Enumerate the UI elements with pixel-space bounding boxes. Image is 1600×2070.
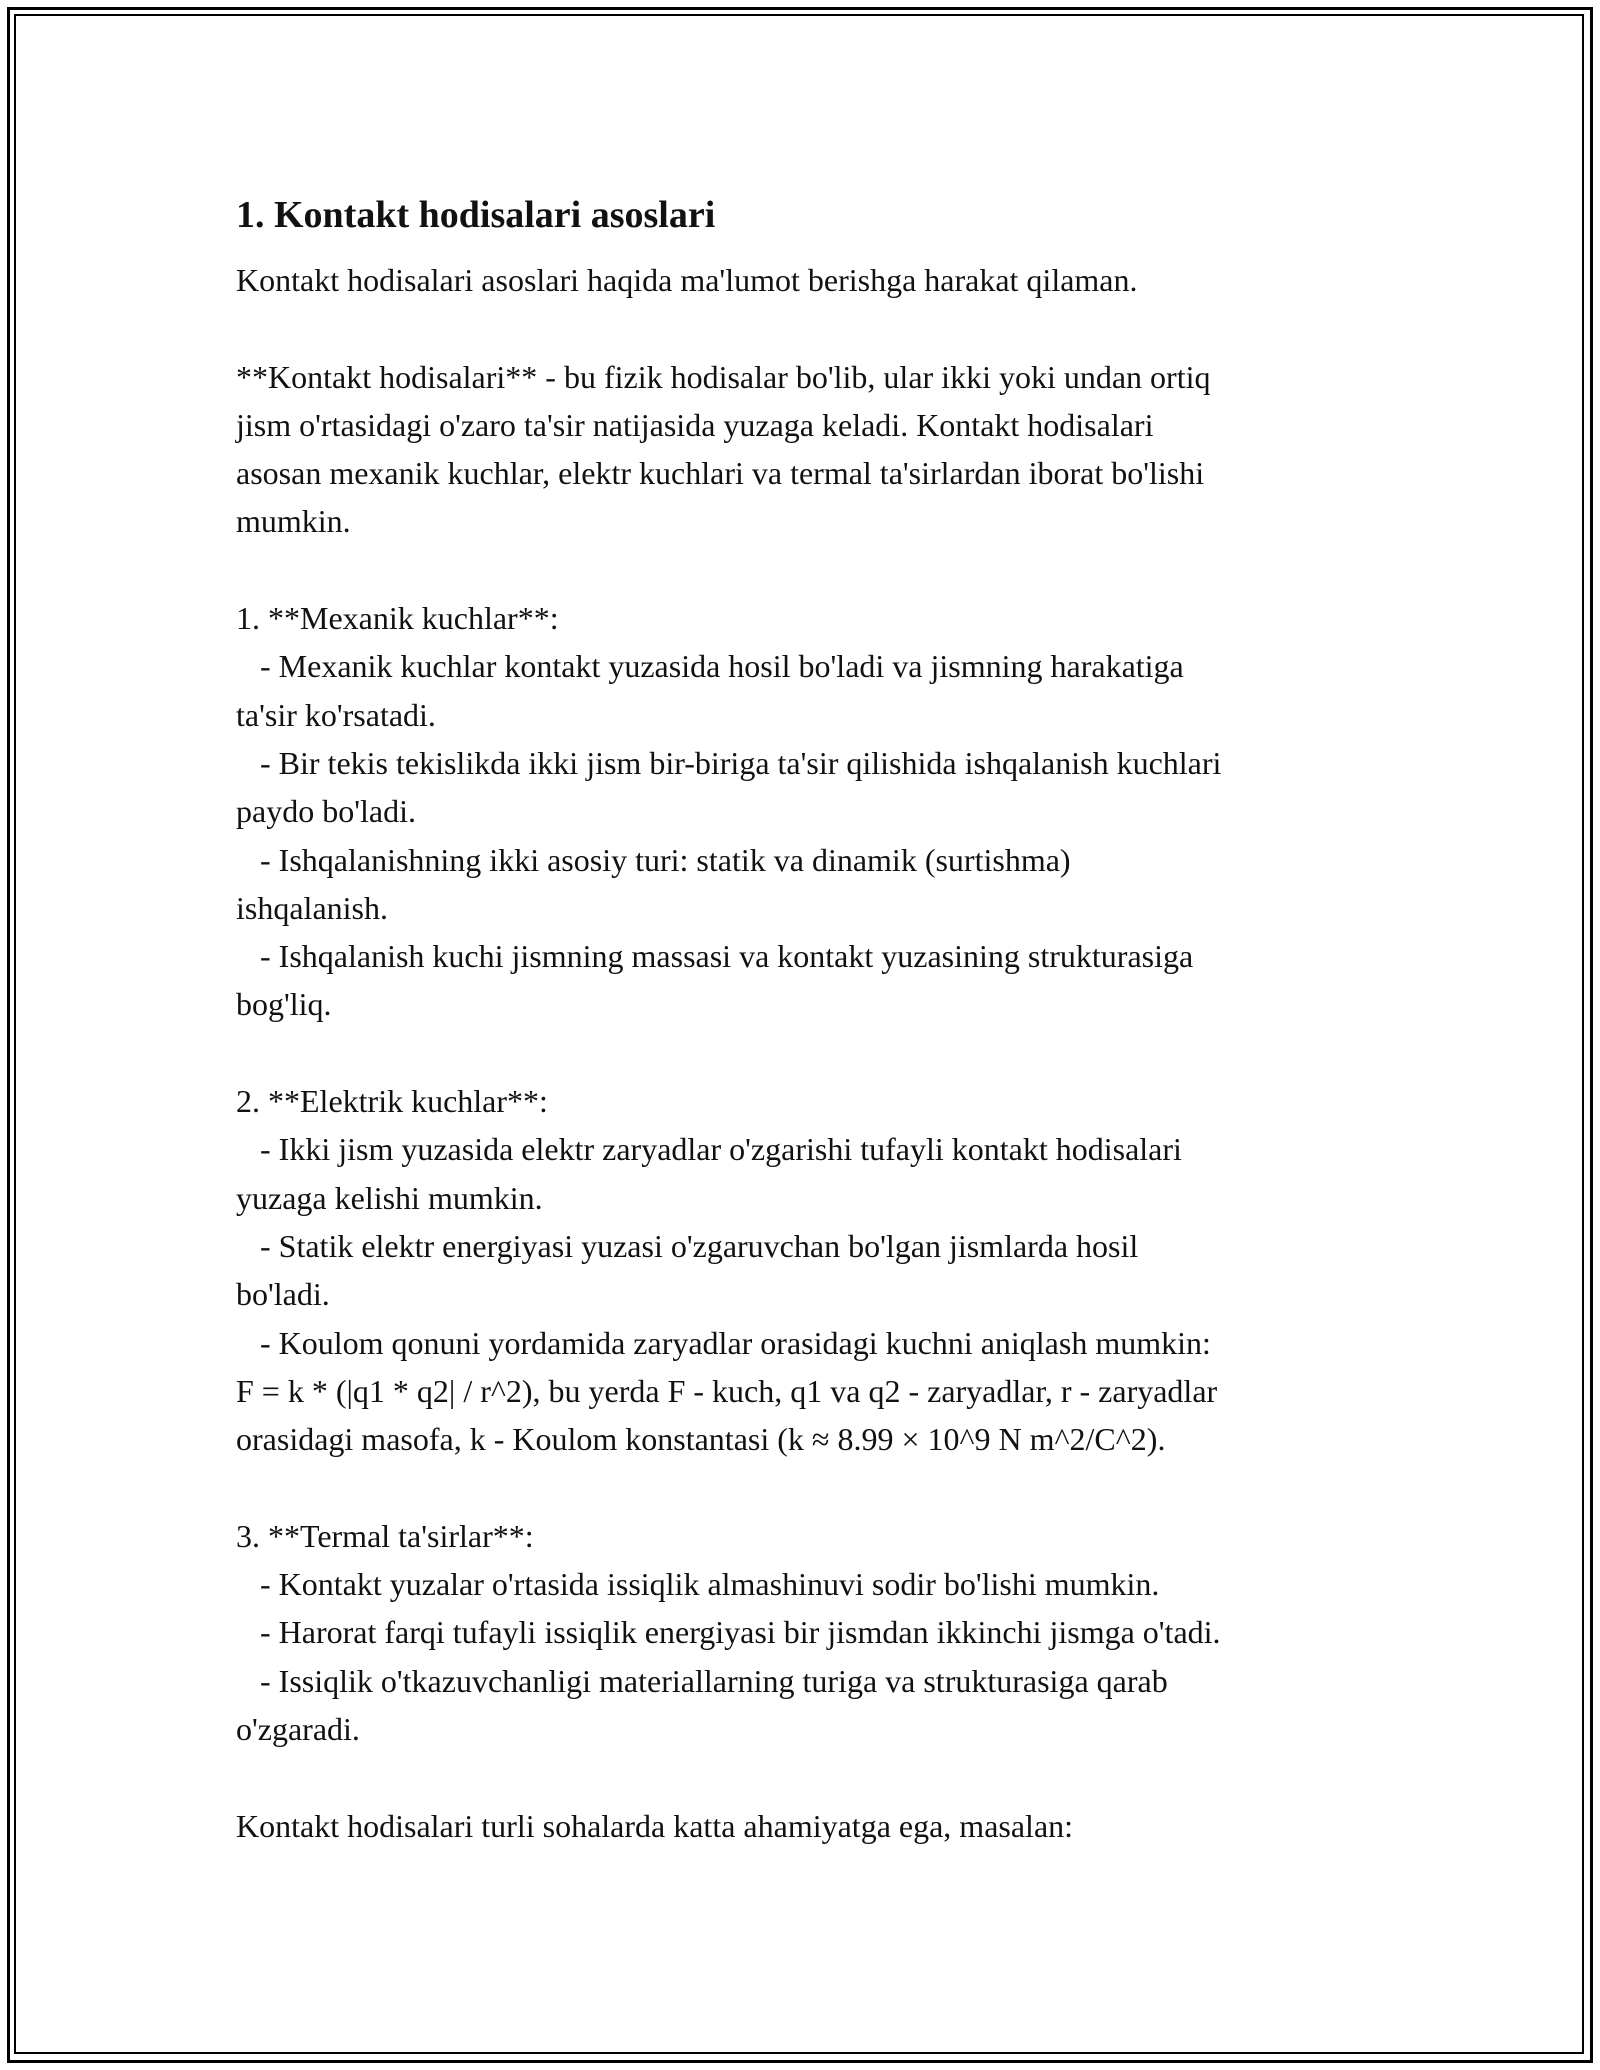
text-line: Kontakt hodisalari turli sohalarda katta ahamiyatga ega, masalan:: [236, 1807, 1074, 1844]
text-line: ta'sir ko'rsatadi.: [236, 696, 436, 733]
text-line: o'zgaradi.: [236, 1710, 360, 1747]
blank-line: [236, 304, 1376, 352]
list-item: - Harorat farqi tufayli issiqlik energiyasi bir jismdan ikkinchi jismga o'tadi.: [236, 1614, 1221, 1651]
text-line: bog'liq.: [236, 986, 332, 1023]
blank-line: [236, 1463, 1376, 1511]
list-item: - Bir tekis tekislikda ikki jism bir-biriga ta'sir qilishida ishqalanish kuchlari: [236, 744, 1222, 781]
text-line: orasidagi masofa, k - Koulom konstantasi (k ≈ 8.99 × 10^9 N m^2/C^2).: [236, 1421, 1166, 1458]
list-item: - Ishqalanish kuchi jismning massasi va kontakt yuzasining strukturasiga: [236, 938, 1194, 975]
text-line: **Kontakt hodisalari** - bu fizik hodisalar bo'lib, ular ikki yoki undan ortiq: [236, 358, 1211, 395]
document-body: [236, 188, 1376, 1850]
document-text: [236, 256, 1376, 1850]
document-title: 1. Kontakt hodisalari asoslari: [236, 194, 716, 236]
list-item: - Issiqlik o'tkazuvchanligi materiallarning turiga va strukturasiga qarab: [236, 1662, 1168, 1699]
blank-line: [236, 546, 1376, 594]
text-line: mumkin.: [236, 503, 351, 540]
blank-line: [236, 1753, 1376, 1801]
list-item: - Mexanik kuchlar kontakt yuzasida hosil bo'ladi va jismning harakatiga: [236, 648, 1184, 685]
list-item: - Ikki jism yuzasida elektr zaryadlar o'zgarishi tufayli kontakt hodisalari: [236, 1131, 1182, 1168]
text-line: ishqalanish.: [236, 889, 388, 926]
text-line: yuzaga kelishi mumkin.: [236, 1179, 543, 1216]
text-line: paydo bo'ladi.: [236, 793, 416, 830]
section-heading: 2. **Elektrik kuchlar**:: [236, 1083, 548, 1120]
text-line: asosan mexanik kuchlar, elektr kuchlari va termal ta'sirlardan iborat bo'lishi: [236, 455, 1205, 492]
text-line: jism o'rtasidagi o'zaro ta'sir natijasida yuzaga keladi. Kontakt hodisalari: [236, 406, 1154, 443]
text-line: bo'ladi.: [236, 1276, 330, 1313]
list-item: - Ishqalanishning ikki asosiy turi: statik va dinamik (surtishma): [236, 841, 1071, 878]
formula-line: F = k * (|q1 * q2| / r^2), bu yerda F - kuch, q1 va q2 - zaryadlar, r - zaryadlar: [236, 1372, 1218, 1409]
text-line: Kontakt hodisalari asoslari haqida ma'lumot berishga harakat qilaman.: [236, 262, 1138, 298]
list-item: - Koulom qonuni yordamida zaryadlar orasidagi kuchni aniqlash mumkin:: [236, 1324, 1211, 1361]
section-heading: 3. **Termal ta'sirlar**:: [236, 1517, 534, 1554]
blank-line: [236, 1029, 1376, 1077]
list-item: - Kontakt yuzalar o'rtasida issiqlik almashinuvi sodir bo'lishi mumkin.: [236, 1566, 1160, 1603]
section-heading: 1. **Mexanik kuchlar**:: [236, 600, 559, 637]
list-item: - Statik elektr energiyasi yuzasi o'zgaruvchan bo'lgan jismlarda hosil: [236, 1227, 1139, 1264]
